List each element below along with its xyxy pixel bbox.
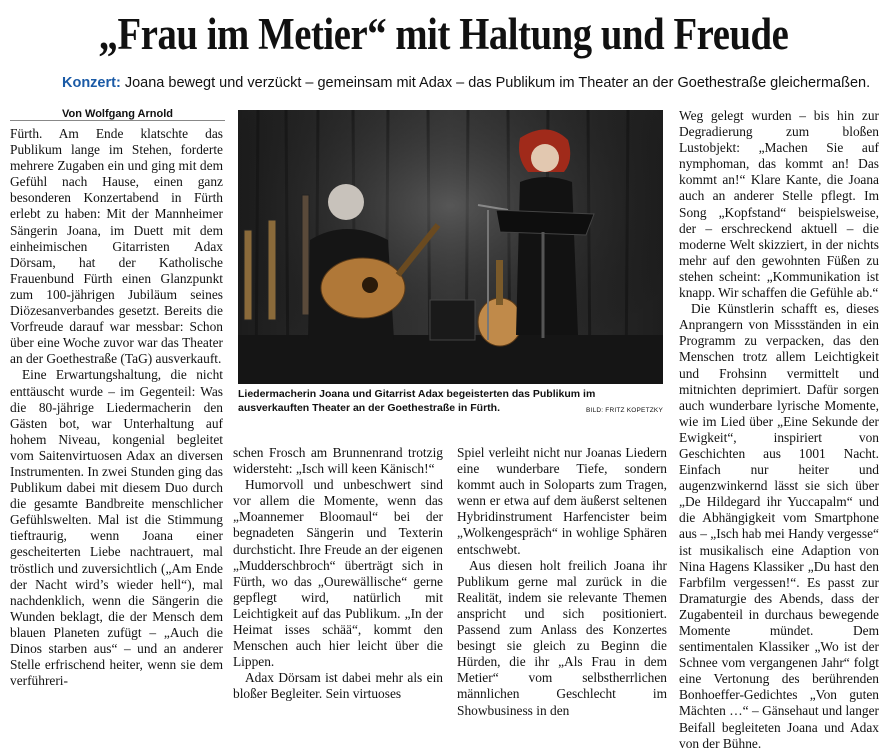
byline: Von Wolfgang Arnold	[62, 108, 173, 120]
paragraph: Eine Erwartungshaltung, die nicht enttäuscht wurde – im Gegenteil: Was die 80-jährige Liedermacherin den Gästen bot, war Unterhaltung auf hohem Niveau, kongenial begleitet vom Saitenvirtuosen Adax an diversen Instrumenten. In zwei Stunden ging das Publikum dabei mit diesem Duo durch die gesamte Bandbreite menschlicher Gefühlswelten. Mal ist die Stimmung tieftraurig, wenn Joana einer gescheiterten Liebe nachtrauert, mal tröstlich und zuversichtlich („Am Ende der Nacht wird’s wieder hell“), mal nachdenklich, wenn die Sängerin die Wunden beklagt, die der Mensch dem blauen Planeten zufügt – „Auch die Dinos starben aus“ – und an anderer Stelle erfrischend heiter, wenn sie dem verführeri-	[10, 367, 223, 689]
concert-stage-image	[238, 110, 663, 384]
paragraph: Aus diesen holt freilich Joana ihr Publikum gerne mal zurück in die Realität, indem sie relevante Themen anspricht und sich positioniert. Passend zum Anlass des Konzertes besingt sie gleich zu Beginn die Hürden, die ihr „Als Frau in dem Metier“ vom selbstherrlichen männlichen Geschlecht im Showbusiness in den	[457, 557, 667, 718]
photo-credit: BILD: FRITZ KOPETZKY	[586, 407, 663, 414]
subline	[62, 75, 870, 91]
paragraph: Humorvoll und unbeschwert sind vor allem die Momente, wenn das „Moannemer Bloomaul“ bei der begnadeten Sängerin und Texterin durchsticht. Ihre Freude an der eigenen „Mudderschbroch“ überträgt sich in Fürth, wo das „Ourewällische“ gerne gepflegt wird, natürlich mit Leichtigkeit auf das Publikum. „In der Heimat isses schää“, kommt den Menschen auch hier leicht über die Lippen.	[233, 477, 443, 670]
byline-divider	[10, 120, 225, 121]
caption-text: Liedermacherin Joana und Gitarrist Adax begeisterten das Publikum im ausverkauften Theater an der Goethestraße in Fürth.	[238, 388, 596, 414]
concert-photo	[238, 110, 663, 384]
paragraph: Die Künstlerin schafft es, dieses Anprangern von Missständen in ein Programm zu verpacken, das den Menschen trotz allem Leichtigkeit und Frohsinn vermittelt und mitnichten deprimiert. Dafür sorgen auch wunderbare lyrische Momente, wie im Lied über „Eine Sekunde der Ewigkeit“, inspiriert von Geschichten aus 1001 Nacht. Einfach nur heiter und augenzwinkernd lässt sie sich über „De Hildegard ihr Yuccapalm“ und die Abhängigkeit vom Smartphone aus – „Isch hab mei Handy vergesse“ ist musikalisch eine Adaption von Nina Hagens Klassiker „Du hast den Farbfilm vergessen!“. Es passt zur Dramaturgie des Abends, dass der Zugabenteil in durchaus bewegende Momente mündet. Dem sentimentalen Klassiker „Wo ist der Schnee vom vergangenen Jahr“ folgt eine Vertonung des berührenden Bonhoeffer-Gedichtes „Von guten Mächten …“ – Gänsehaut und langer Beifall begleiteten Joana und Adax von der Bühne.	[679, 301, 879, 751]
paragraph: schen Frosch am Brunnenrand trotzig widersteht: „Isch will keen Känisch!“	[233, 445, 443, 477]
subline-text: Joana bewegt und verzückt – gemeinsam mit Adax – das Publikum im Theater an der Goethestraße gleichermaßen.	[120, 75, 871, 91]
paragraph: Fürth. Am Ende klatschte das Publikum lange im Stehen, forderte mehrere Zugaben ein und ging mit dem Gefühl nach Hause, einen ganz besonderen Konzertabend in Fürth erlebt zu haben: Mit der Mannheimer Sängerin Joana, im Duett mit dem einheimischen Gitarristen Adax Dörsam, hat der Katholische Frauenbund Fürth einen Glanzpunkt zum 100-jährigen Jubiläum seines Diözesanverbandes gesetzt. Bereits die Vorfreude darauf war messbar: Schon über eine Woche zuvor war das Theater an der Goethestraße (TaG) ausverkauft.	[10, 126, 223, 367]
paragraph: Weg gelegt wurden – bis hin zur Degradierung zum bloßen Lustobjekt: „Machen Sie auf nymphoman, das kommt an! Das kommt an!“ Klare Kante, die Joana auch an anderer Stelle pflegt. Im Song „Kopfstand“ beispielsweise, der – erschreckend aktuell – die moderne Welt skizziert, in der nichts mehr auf den gewohnten Füßen zu stehen scheint: „Kommunikation ist knapp. Wir schaffen die Gefühle ab.“	[679, 108, 879, 301]
article-column-3	[457, 445, 667, 719]
photo-caption	[238, 387, 663, 418]
paragraph: Spiel verleiht nicht nur Joanas Liedern eine wunderbare Tiefe, sondern kommt auch in Soloparts zum Tragen, wenn er etwa auf dem äußerst seltenen Hybridinstrument Harfencister beim „Wolkengespräch“ in wohlige Sphären entschwebt.	[457, 445, 667, 557]
article-column-1	[10, 126, 223, 689]
headline: „Frau im Metier“ mit Haltung und Freude	[98, 9, 789, 59]
subline-kicker: Konzert:	[62, 75, 121, 91]
article-column-4	[679, 108, 879, 752]
article-column-2	[233, 445, 443, 703]
paragraph: Adax Dörsam ist dabei mehr als ein bloßer Begleiter. Sein virtuoses	[233, 670, 443, 702]
